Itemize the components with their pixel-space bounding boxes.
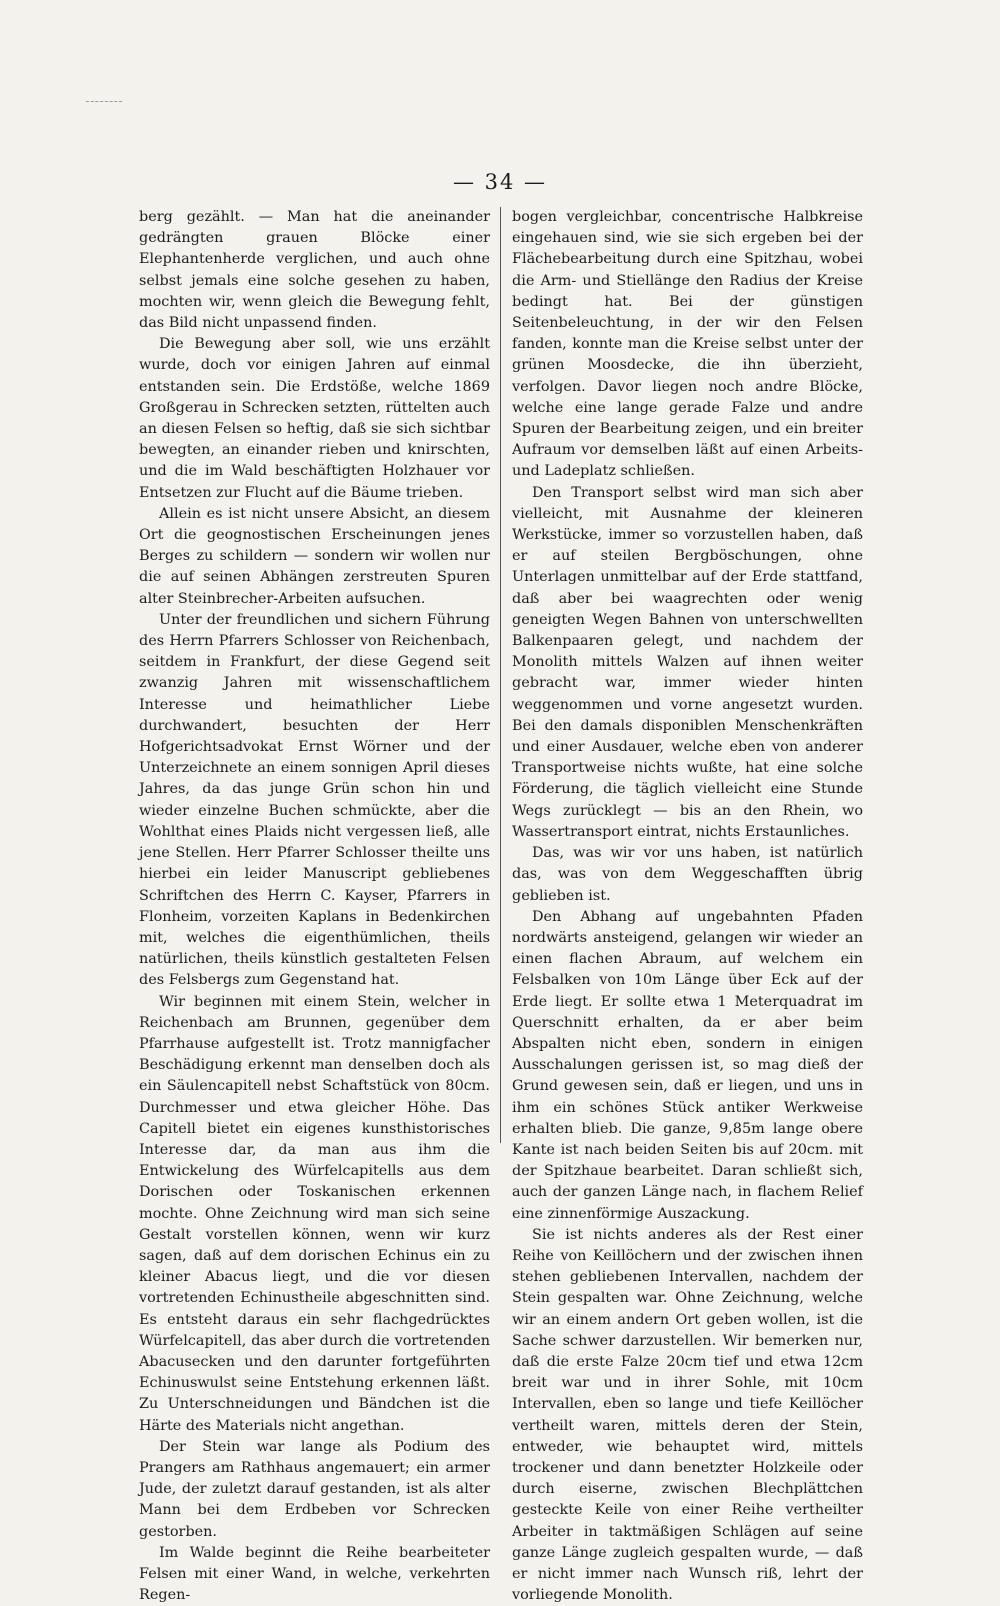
right-text-column <box>512 207 863 1606</box>
paragraph: Unter der freundlichen und sichern Führung des Herrn Pfarrers Schlosser von Reichenbach, seitdem in Frankfurt, der diese Gegend seit zwanzig Jahren mit wissenschaftlichem Interesse und heimathlicher Liebe durchwandert, besuchten der Herr Hofgerichtsadvokat Ernst Wörner und der Unterzeichnete an einem sonnigen April dieses Jahres, da das junge Grün schon hin und wieder einzelne Buchen schmückte, aber die Wohlthat eines Plaids nicht vergessen ließ, alle jene Stellen. Herr Pfarrer Schlosser theilte uns hierbei ein leider Manuscript gebliebenes Schriftchen des Herrn C. Kayser, Pfarrers in Flonheim, vorzeiten Kaplans in Bedenkirchen mit, welches die eigenthümlichen, theils natürlichen, theils künstlich gestalteten Felsen des Felsbergs zum Gegenstand hat. <box>139 611 490 989</box>
paragraph: Allein es ist nicht unsere Absicht, an diesem Ort die geognostischen Erscheinungen jenes Berges zu schildern — sondern wir wollen nur die auf seinen Abhängen zerstreuten Spuren alter Steinbrecher-Arbeiten aufsuchen. <box>139 505 490 607</box>
paragraph: Den Abhang auf ungebahnten Pfaden nordwärts ansteigend, gelangen wir wieder an einen flachen Abraum, auf welchem ein Felsbalken von 10m Länge über Eck auf der Erde liegt. Er sollte etwa 1 Meterquadrat im Querschnitt erhalten, da er aber beim Abspalten nicht eben, sondern in einigen Ausschalungen gerissen ist, so mag dieß der Grund gewesen sein, daß er liegen, und uns in ihm ein schönes Stück antiker Werkweise erhalten blieb. Die ganze, 9,85m lange obere Kante ist nach beiden Seiten bis auf 20cm. mit der Spitzhaue bearbeitet. Daran schließt sich, auch der ganzen Länge nach, in flachem Relief eine zinnenförmige Auszackung. <box>512 908 863 1222</box>
paragraph: Wir beginnen mit einem Stein, welcher in Reichenbach am Brunnen, gegenüber dem Pfarrhause aufgestellt ist. Trotz mannigfacher Beschädigung erkennt man denselben doch als ein Säulencapitell nebst Schaftstück von 80cm. Durchmesser und etwa gleicher Höhe. Das Capitell bietet ein eigenes kunsthistorisches Interesse dar, da man aus ihm die Entwickelung des Würfelcapitells aus dem Dorischen oder Toskanischen erkennen mochte. Ohne Zeichnung wird man sich seine Gestalt vorstellen können, wenn wir kurz sagen, daß auf dem dorischen Echinus ein zu kleiner Abacus liegt, und die vor diesen vortretenden Echinustheile abgeschnitten sind. Es entsteht daraus ein sehr flachgedrücktes Würfelcapitell, das aber durch die vortretenden Abacusecken und den darunter fortgeführten Echinuswulst seine Entstehung erkennen läßt. Zu Unterschneidungen und Bändchen ist die Härte des Materials nicht angethan. <box>139 993 490 1434</box>
paragraph: Im Walde beginnt die Reihe bearbeiteter Felsen mit einer Wand, in welche, verkehrten Regen- <box>139 1544 490 1604</box>
paragraph: Der Stein war lange als Podium des Prangers am Rathhaus angemauert; ein armer Jude, der zuletzt darauf gestanden, ist als alter Mann bei dem Erdbeben vor Schrecken gestorben. <box>139 1438 490 1540</box>
corner-scan-mark <box>86 101 122 102</box>
paragraph: Den Transport selbst wird man sich aber vielleicht, mit Ausnahme der kleineren Werkstücke, immer so vorzustellen haben, daß er auf steilen Bergböschungen, ohne Unterlagen unmittelbar auf der Erde stattfand, daß aber bei waagrechten oder wenig geneigten Wegen Bahnen von unterschwellten Balkenpaaren gelegt, und nachdem der Monolith mittels Walzen auf ihnen weiter gebracht war, immer wieder hinten weggenommen und vorne angesetzt wurden. Bei den damals disponiblen Menschenkräften und einer Ausdauer, welche eben von anderer Transportweise nichts wußte, hat eine solche Förderung, die täglich vielleicht eine Stunde Wegs zurücklegt — bis an den Rhein, wo Wassertransport eintrat, nichts Erstaunliches. <box>512 484 863 840</box>
left-text-column <box>139 207 490 1606</box>
paragraph: berg gezählt. — Man hat die aneinander gedrängten grauen Blöcke einer Elephantenherde verglichen, und auch ohne selbst jemals eine solche gesehen zu haben, mochten wir, wenn gleich die Bewegung fehlt, das Bild nicht unpassend finden. <box>139 209 490 332</box>
page-number: — 34 — <box>452 170 548 194</box>
column-divider <box>500 207 501 1143</box>
paragraph: Die Bewegung aber soll, wie uns erzählt wurde, doch vor einigen Jahren auf einmal entstanden sein. Die Erdstöße, welche 1869 Großgerau in Schrecken setzten, rüttelten auch an diesen Felsen so heftig, daß sie sich sichtbar bewegten, an einander rieben und knirschten, und die im Wald beschäftigten Holzhauer vor Entsetzen zur Flucht auf die Bäume trieben. <box>139 336 490 501</box>
paragraph: Sie ist nichts anderes als der Rest einer Reihe von Keillöchern und der zwischen ihnen stehen gebliebenen Intervallen, nachdem der Stein gespalten war. Ohne Zeichnung, welche wir an einem andern Ort geben wollen, ist die Sache schwer darzustellen. Wir bemerken nur, daß die erste Falze 20cm tief und etwa 12cm breit war und in ihrer Sohle, mit 10cm Intervallen, eben so lange und tiefe Keillöcher vertheilt waren, mittels deren der Stein, entweder, wie behauptet wird, mittels trockener und dann benetzter Holzkeile oder durch eiserne, zwischen Blechplättchen gesteckte Keile von einer Reihe vertheilter Arbeiter in taktmäßigen Schlägen auf seine ganze Länge zugleich gespalten wurde, — daß er nicht immer nach Wunsch riß, lehrt der vorliegende Monolith. <box>512 1226 863 1604</box>
paragraph: bogen vergleichbar, concentrische Halbkreise eingehauen sind, wie sie sich ergeben bei der Flächebearbeitung durch eine Spitzhau, wobei die Arm- und Stiellänge den Radius der Kreise bedingt hat. Bei der günstigen Seitenbeleuchtung, in der wir den Felsen fanden, konnte man die Kreise selbst unter der grünen Moosdecke, die ihn überzieht, verfolgen. Davor liegen noch andre Blöcke, welche eine lange gerade Falze und andre Spuren der Bearbeitung zeigen, und ein breiter Aufraum vor demselben läßt auf einen Arbeits- und Ladeplatz schließen. <box>512 209 863 480</box>
paragraph: Das, was wir vor uns haben, ist natürlich das, was von dem Weggeschafften übrig geblieben ist. <box>512 845 863 904</box>
